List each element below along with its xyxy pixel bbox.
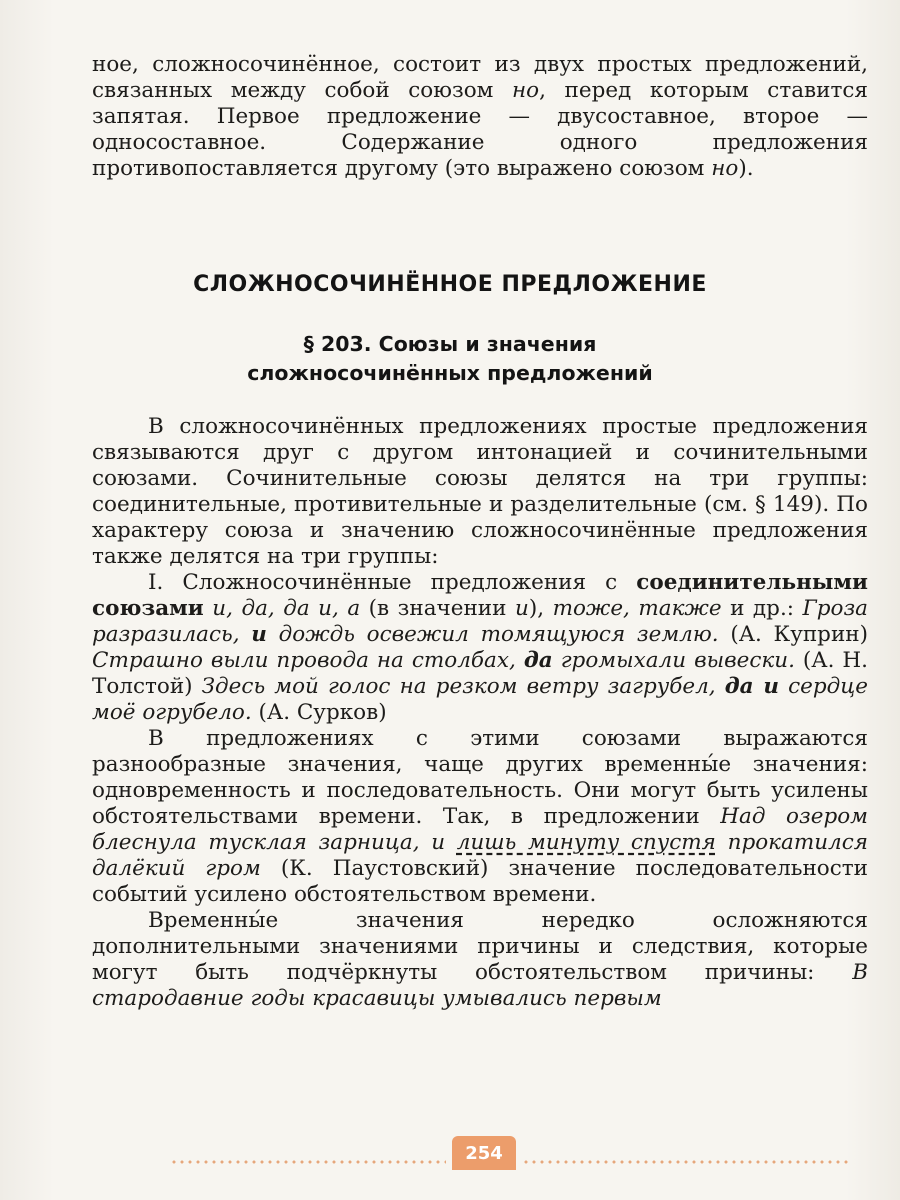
intro-fragment: , перед которым ставится запятая. Первое предложение — двусоставное, второе — односоставное. Содержание одного предложения противопоставляется другому (это выражено союзом <box>92 78 868 181</box>
paragraph-connective-conjunctions <box>92 570 868 726</box>
example-sentence: Над озером блеснула тусклая зарница, и <box>92 804 868 855</box>
conjunction-list: и, да, да и, а <box>203 596 361 621</box>
paragraph-heading-line1: § 203. Союзы и значения <box>303 332 597 356</box>
paragraph-intro-groups: В сложносочинённых предложениях простые предложения связываются друг с другом интонацией и сочинительными союзами. Сочинительные союзы делятся на три группы: соединительные, противительные и разделительные (см. § 149). По характеру союза и значению сложносочинённые предложения также делятся на три группы: <box>92 414 868 569</box>
text-fragment: Временны́е значения нередко осложняются дополнительными значениями причины и следствия, которые могут быть подчёркнуты обстоятельством причины: <box>92 908 868 985</box>
example-sentence: громыхали вывески. <box>552 648 795 673</box>
intro-fragment: ). <box>738 156 754 181</box>
example-sentence: прокатился далёкий гром <box>92 830 869 881</box>
example-sentence: Здесь мой голос на резком ветру загрубел, <box>201 674 725 699</box>
text-fragment: I. Сложносочинённые предложения с <box>148 570 637 595</box>
intro-fragment: ное, сложносочинённое, состоит из двух простых предложений, связанных между собой союзом <box>92 52 868 103</box>
conjunction-example: но <box>511 78 540 103</box>
text-fragment: и др.: <box>721 596 803 621</box>
paragraph-heading <box>0 330 900 388</box>
example-sentence: сердце моё огрубело. <box>92 674 869 725</box>
example-sentence: Страшно выли провода на столбах, <box>92 648 524 673</box>
conjunction-list: тоже, также <box>552 596 722 621</box>
highlighted-conjunction: и <box>251 622 267 647</box>
example-source: (А. Сурков) <box>251 700 387 725</box>
paragraph-heading-line2: сложносочинённых предложений <box>247 361 653 385</box>
highlighted-conjunction: да и <box>724 674 780 699</box>
intro-text <box>92 52 868 182</box>
paragraph-temporal-meanings <box>92 726 868 908</box>
underlined-adverbial: лишь минуту спустя <box>456 830 716 855</box>
footer-dots-right <box>522 1160 852 1164</box>
body-text <box>92 414 868 1012</box>
example-source: (А. Н. Толстой) <box>92 648 868 699</box>
section-title: СЛОЖНОСОЧИНЁННОЕ ПРЕДЛОЖЕНИЕ <box>193 272 707 297</box>
term-bold: соединительными союзами <box>92 570 868 621</box>
conjunction-example: но <box>711 156 739 181</box>
example-sentence: В стародавние годы красавицы умывались первым <box>92 960 868 1011</box>
page-number: 254 <box>452 1136 516 1170</box>
example-sentence: дождь освежил томящуюся землю. <box>266 622 719 647</box>
highlighted-conjunction: да <box>523 648 553 673</box>
example-sentence: Гроза разразилась, <box>92 596 869 647</box>
conjunction-example: и <box>514 596 529 621</box>
footer-dots-left <box>170 1160 446 1164</box>
text-fragment: (в значении <box>360 596 515 621</box>
text-fragment: (К. Паустовский) значение последовательности событий усилено обстоятельством времени. <box>92 856 868 907</box>
paragraph-causal-meanings <box>92 908 868 1012</box>
example-source: (А. Куприн) <box>718 622 868 647</box>
text-fragment: ), <box>528 596 553 621</box>
text-fragment: В предложениях с этими союзами выражаются разнообразные значения, чаще других временны́е значения: одновременность и последовательность. Они могут быть усилены обстоятельствами времени. Так, в предложении <box>92 726 868 829</box>
